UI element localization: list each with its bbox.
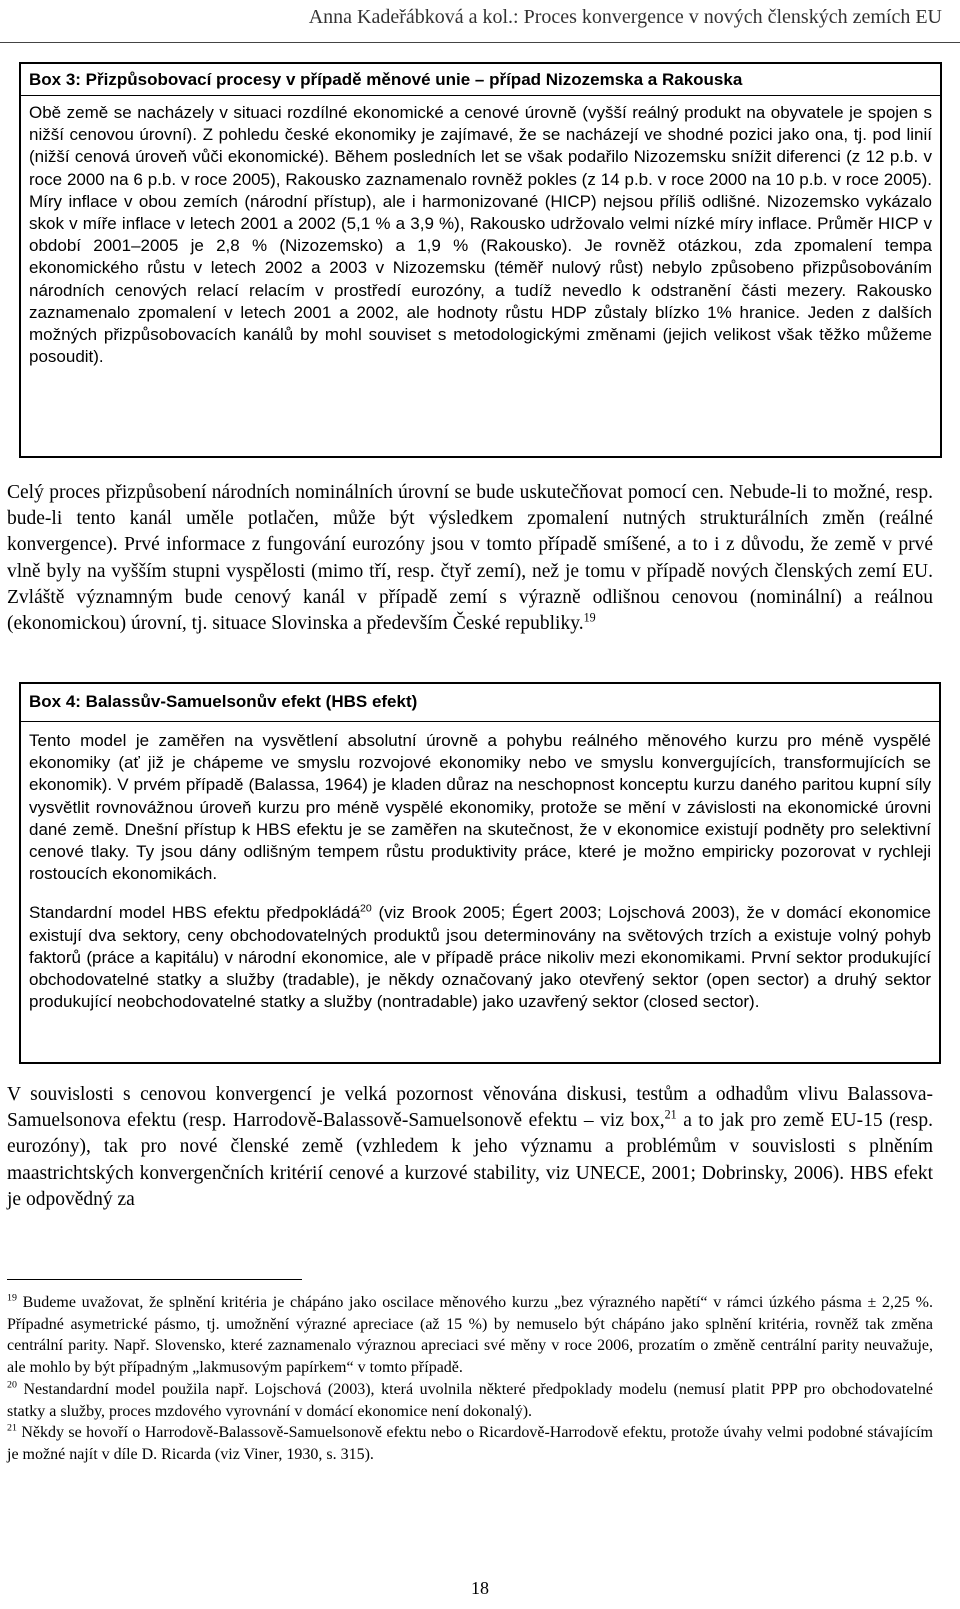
header-rule bbox=[0, 42, 960, 43]
box-3 bbox=[19, 62, 942, 458]
box-3-title: Box 3: Přizpůsobovací procesy v případě měnové unie – případ Nizozemska a Rakouska bbox=[29, 70, 743, 89]
body-paragraph-2-start: V souvislosti s cenovou konvergencí je velká pozornost věnována diskusi, testům a odhadům vlivu Balassova-Samuelsonova efektu (resp. Harrodově-Balassově-Samuelsonově efektu – viz box, bbox=[7, 1084, 933, 1132]
box-4-paragraph-2 bbox=[21, 885, 939, 1013]
body-paragraph-1 bbox=[7, 480, 933, 637]
running-header: Anna Kadeřábková a kol.: Proces konvergence v nových členských zemích EU bbox=[308, 6, 942, 28]
footnote-ref-19: 19 bbox=[583, 610, 596, 625]
footnote-ref-21: 21 bbox=[664, 1107, 677, 1122]
box-4-paragraph-2-rest: (viz Brook 2005; Égert 2003; Lojschová 2003), že v domácí ekonomice existují dva sektory, ceny obchodovatelných produktů jsou determinovány na světových trzích a existuje volný pohyb faktorů (práce a kapitálu) v národní ekonomice, ale v případě práce nikoliv mezi ekonomikami. První sektor produkující obchodovatelné statky a služby (tradable), je někdy označovaný jako otevřený sektor (open sector) a druhý sektor produkující neobchodovatelné statky a služby (nontradable) jako uzavřený sektor (closed sector). bbox=[29, 903, 931, 1012]
box-4-paragraph-2-start: Standardní model HBS efektu předpokládá bbox=[29, 903, 361, 923]
footnote-20 bbox=[7, 1379, 933, 1422]
box-4 bbox=[19, 682, 941, 1064]
footnote-separator bbox=[7, 1279, 302, 1280]
footnote-19 bbox=[7, 1292, 933, 1379]
body-paragraph-2-rest: a to jak pro země EU-15 (resp. eurozóny), tak pro nové členské země (vzhledem k jeho významu a problémům v souvislosti s plněním maastrichtských konvergenčních kritérií cenové a kurzové stability, viz UNECE, 2001; Dobrinsky, 2006). HBS efekt je odpovědný za bbox=[7, 1110, 933, 1210]
footnote-ref-20: 20 bbox=[360, 902, 372, 915]
footnotes bbox=[7, 1292, 933, 1466]
box-4-title: Box 4: Balassův-Samuelsonův efekt (HBS efekt) bbox=[29, 692, 418, 711]
page-number: 18 bbox=[471, 1578, 489, 1598]
footnote-text: Nestandardní model použila např. Lojschová (2003), která uvolnila některé předpoklady modelu (nemusí platit PPP pro obchodovatelné statky a služby, proces mzdového vyrovnání v domácí ekonomice není dokonalý). bbox=[7, 1380, 933, 1420]
body-paragraph-2 bbox=[7, 1082, 933, 1213]
box-3-text: Obě země se nacházely v situaci rozdílné ekonomické a cenové úrovně (vyšší reálný produkt na obyvatele je spojen s nižší cenovou úrovní). Z pohledu české ekonomiky je zajímavé, že se nacházejí ve shodné pozici jako ona, tj. pod linií (nižší cenová úroveň vůči ekonomické). Během posledních let se však podařilo Nizozemsku snížit diferenci (z 12 p.b. v roce 2000 na 6 p.b. v roce 2005), Rakousko zaznamenalo rovněž pokles (z 14 p.b. v roce 2000 na 10 p.b. v roce 2005). Míry inflace v obou zemích (národní přístup), ale i harmonizované (HICP) nejsou příliš odlišné. Nizozemsko vykázalo skok v míře inflace v letech 2001 a 2002 (5,1 % a 3,9 %), Rakousko udržovalo velmi nízké míry inflace. Průměr HICP v období 2001–2005 je 2,8 % (Nizozemsko) a 1,9 % (Rakousko). Je rovněž otázkou, zda zpomalení tempa ekonomického růstu v letech 2002 a 2003 v Nizozemsku (téměř nulový růst) nebylo způsobeno přizpůsobováním národních cenových relací relacím v prostředí eurozóny, a tudíž nevedlo k odstranění části mezery. Rakousko zaznamenalo zpomalení v letech 2001 a 2002, ale hodnoty růstu HDP zůstaly blízko 1% hranice. Jeden z dalších možných přizpůsobovacích kanálů by mohl souviset s metodologickými změnami (jejich velikost však těžko můžeme posoudit). bbox=[29, 103, 932, 367]
footnote-number: 19 bbox=[7, 1292, 17, 1304]
footnote-number: 20 bbox=[7, 1379, 17, 1391]
footnote-text: Budeme uvažovat, že splnění kritéria je chápáno jako oscilace měnového kurzu „bez výrazného napětí“ v rámci úzkého pásma ± 2,25 %. Případné asymetrické pásmo, tj. umožnění výrazné apreciace (až 15 %) by nemuselo být chápáno jako splnění kritéria, rovněž tak změna centrální parity. Např. Slovensko, které zaznamenalo výraznou apreciaci své měny v roce 2006, prozatím o změně centrální parity neuvažuje, ale mohlo by být případným „lakmusovým papírkem“ v tomto případě. bbox=[7, 1294, 933, 1377]
footnote-number: 21 bbox=[7, 1422, 17, 1434]
footnote-21 bbox=[7, 1422, 933, 1465]
body-paragraph-1-text: Celý proces přizpůsobení národních nominálních úrovní se bude uskutečňovat pomocí cen. Nebude-li to možné, resp. bude-li tento kanál uměle potlačen, může být výsledkem zpomalení nutných strukturálních změn (reálné konvergence). Prvé informace z fungování eurozóny jsou v tomto případě smíšené, a to i z důvodu, že země v prvé vlně byly na vyšším stupni vyspělosti (mimo tří, resp. čtyř zemí), než je tomu v případě nových členských zemí EU. Zvláště významným bude cenový kanál v případě zemí s výrazně odlišnou cenovou (nominální) a reálnou (ekonomickou) úrovní, tj. situace Slovinska a především České republiky. bbox=[7, 482, 933, 635]
footnote-text: Někdy se hovoří o Harrodově-Balassově-Samuelsonově efektu nebo o Ricardově-Harrodově efektu, protože úvahy velmi podobné stávajícím je možné najít v díle D. Ricarda (viz Viner, 1930, s. 315). bbox=[7, 1424, 933, 1463]
box-4-paragraph-1: Tento model je zaměřen na vysvětlení absolutní úrovně a pohybu reálného měnového kurzu pro méně vyspělé ekonomiky (ať již je chápeme ve smyslu rozvojové ekonomiky nebo ve smyslu konvergujících, transformujících se ekonomik). V prvém případě (Balassa, 1964) je kladen důraz na neschopnost konceptu kurzu daného paritou kupní síly vysvětlit rovnovážnou úroveň kurzu pro méně vyspělé ekonomiky, protože se mění v závislosti na ekonomické úrovni dané země. Dnešní přístup k HBS efektu je se zaměřen na skutečnost, že v ekonomice existují podněty pro selektivní cenové tlaky. Ty jsou dány odlišným tempem růstu produktivity práce, které je možno empiricky pozorovat v rychleji rostoucích ekonomikách. bbox=[29, 731, 931, 884]
